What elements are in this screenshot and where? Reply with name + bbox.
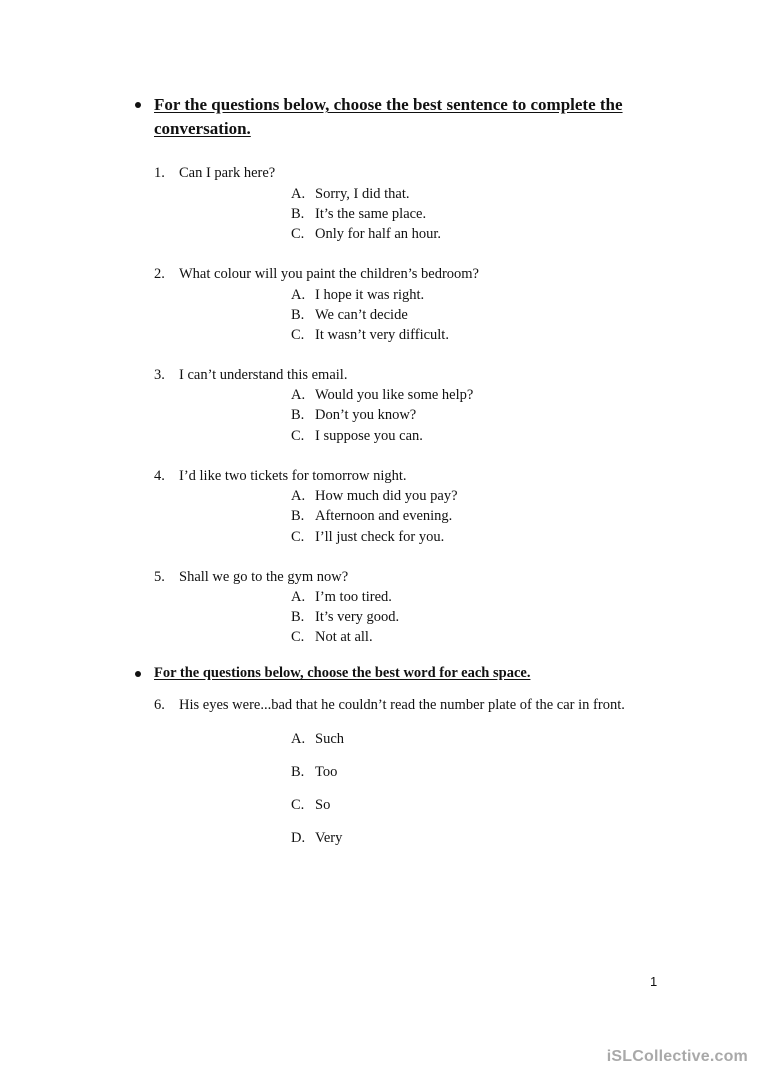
question-6-option-b-letter: B. bbox=[291, 764, 305, 780]
question-3-option-c: I suppose you can. bbox=[315, 428, 423, 444]
question-6-text: His eyes were...bad that he couldn’t read the number plate of the car in front. bbox=[179, 697, 625, 713]
question-6-option-a-letter: A. bbox=[291, 731, 306, 747]
question-4-option-a-letter: A. bbox=[291, 488, 306, 504]
question-1-option-b-letter: B. bbox=[291, 206, 305, 222]
question-4-option-b-letter: B. bbox=[291, 508, 305, 524]
question-3-text: I can’t understand this email. bbox=[179, 367, 348, 383]
question-1-text: Can I park here? bbox=[179, 165, 276, 181]
bullet-icon bbox=[135, 102, 141, 108]
question-2-option-c: It wasn’t very difficult. bbox=[315, 327, 449, 343]
question-3-option-c-letter: C. bbox=[291, 428, 305, 444]
question-1-option-c-letter: C. bbox=[291, 226, 305, 242]
watermark: iSLCollective.com bbox=[606, 1048, 748, 1065]
question-4-text: I’d like two tickets for tomorrow night. bbox=[179, 468, 407, 484]
question-2-option-b: We can’t decide bbox=[315, 307, 408, 323]
question-6-number: 6. bbox=[154, 697, 165, 713]
question-4-option-c: I’ll just check for you. bbox=[315, 529, 445, 545]
question-4-number: 4. bbox=[154, 468, 165, 484]
question-4-option-c-letter: C. bbox=[291, 529, 305, 545]
question-3-option-b-letter: B. bbox=[291, 407, 305, 423]
question-2-option-c-letter: C. bbox=[291, 327, 305, 343]
question-2-number: 2. bbox=[154, 266, 165, 282]
question-6-option-d-letter: D. bbox=[291, 830, 306, 846]
section-1-instruction: For the questions below, choose the best sentence to complete the conversation. bbox=[154, 95, 623, 138]
question-5-number: 5. bbox=[154, 569, 165, 585]
question-2-option-a: I hope it was right. bbox=[315, 287, 425, 303]
question-5-option-a-letter: A. bbox=[291, 589, 306, 605]
question-2-text: What colour will you paint the children’s bedroom? bbox=[179, 266, 479, 282]
question-6-option-b: Too bbox=[315, 764, 338, 780]
question-2-option-b-letter: B. bbox=[291, 307, 305, 323]
question-4-option-a: How much did you pay? bbox=[315, 488, 458, 504]
question-6-option-c-letter: C. bbox=[291, 797, 305, 813]
question-1-option-a: Sorry, I did that. bbox=[315, 186, 410, 202]
question-1-option-b: It’s the same place. bbox=[315, 206, 427, 222]
question-3-number: 3. bbox=[154, 367, 165, 383]
question-3-option-a: Would you like some help? bbox=[315, 387, 474, 403]
question-3-option-b: Don’t you know? bbox=[315, 407, 417, 423]
question-5-option-a: I’m too tired. bbox=[315, 589, 392, 605]
question-1-number: 1. bbox=[154, 165, 165, 181]
question-4-option-b: Afternoon and evening. bbox=[315, 508, 453, 524]
question-5-option-c: Not at all. bbox=[315, 629, 373, 645]
question-5-option-b-letter: B. bbox=[291, 609, 305, 625]
question-6-option-a: Such bbox=[315, 731, 344, 747]
question-1-option-a-letter: A. bbox=[291, 186, 306, 202]
question-6-option-c: So bbox=[315, 797, 331, 813]
question-1-option-c: Only for half an hour. bbox=[315, 226, 442, 242]
question-6-option-d: Very bbox=[315, 830, 343, 846]
bullet-icon bbox=[135, 671, 141, 677]
question-5-text: Shall we go to the gym now? bbox=[179, 569, 349, 585]
section-2-instruction: For the questions below, choose the best word for each space. bbox=[154, 665, 531, 681]
question-5-option-c-letter: C. bbox=[291, 629, 305, 645]
question-5-option-b: It’s very good. bbox=[315, 609, 400, 625]
page-number: 1 bbox=[650, 974, 658, 989]
question-3-option-a-letter: A. bbox=[291, 387, 306, 403]
question-2-option-a-letter: A. bbox=[291, 287, 306, 303]
